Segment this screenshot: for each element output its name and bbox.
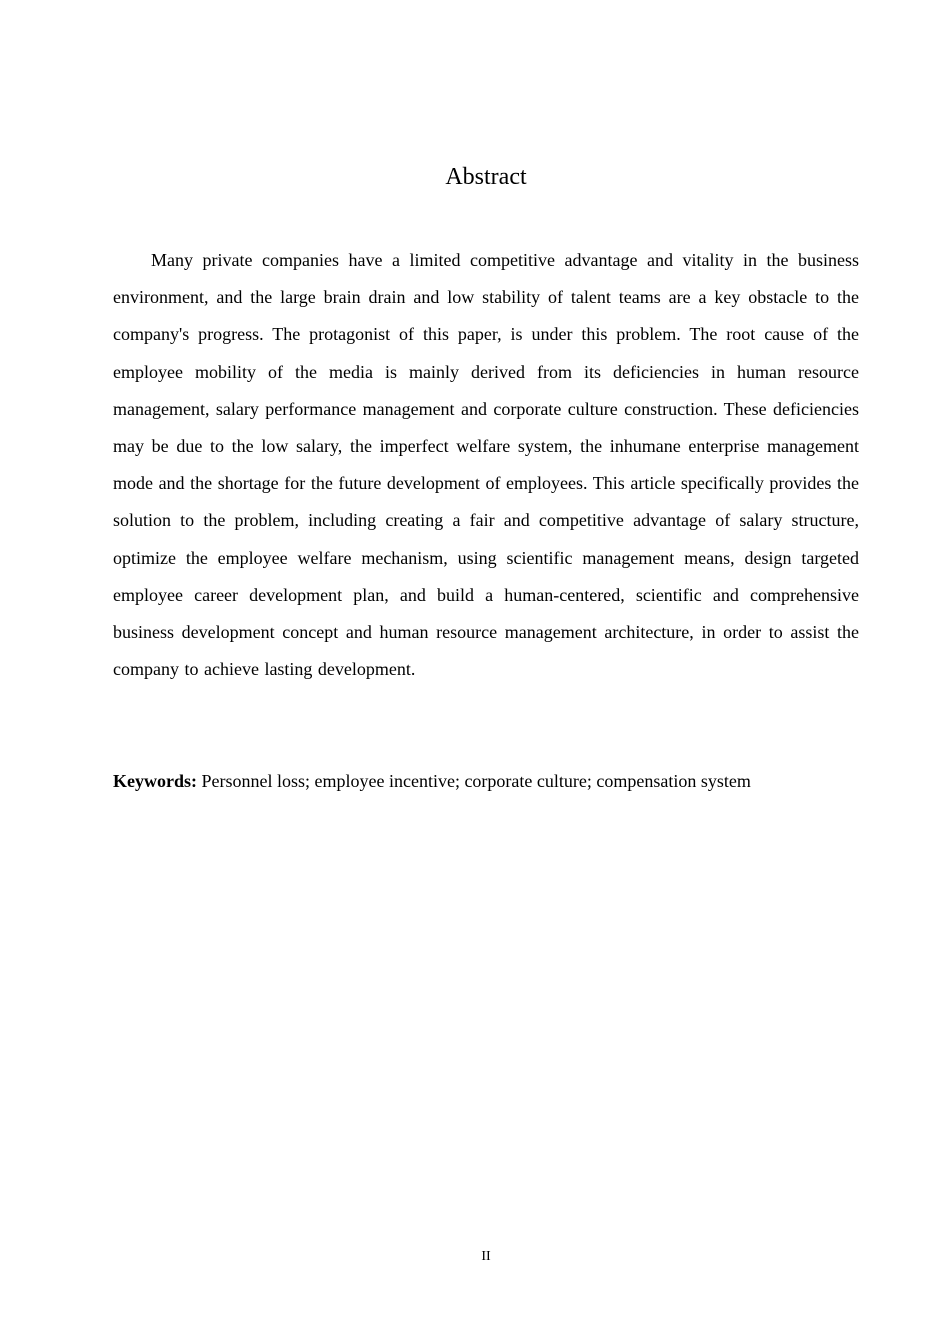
keywords-text: Personnel loss; employee incentive; corporate culture; compensation system bbox=[201, 771, 751, 791]
page-number: II bbox=[481, 1249, 491, 1264]
keywords-label: Keywords: bbox=[113, 771, 197, 791]
keywords-line bbox=[113, 765, 873, 797]
abstract-paragraph: Many private companies have a limited competitive advantage and vitality in the business environment, and the large brain drain and low stability of talent teams are a key obstacle to the company's progress. The protagonist of this paper, is under this problem. The root cause of the employee mobility of the media is mainly derived from its deficiencies in human resource management, salary performance management and corporate culture construction. These deficiencies may be due to the low salary, the imperfect welfare system, the inhumane enterprise management mode and the shortage for the future development of employees. This article specifically provides the solution to the problem, including creating a fair and competitive advantage of salary structure, optimize the employee welfare mechanism, using scientific management means, design targeted employee career development plan, and build a human-centered, scientific and comprehensive business development concept and human resource management architecture, in order to assist the company to achieve lasting development. bbox=[113, 250, 859, 680]
page-title: Abstract bbox=[445, 164, 527, 190]
